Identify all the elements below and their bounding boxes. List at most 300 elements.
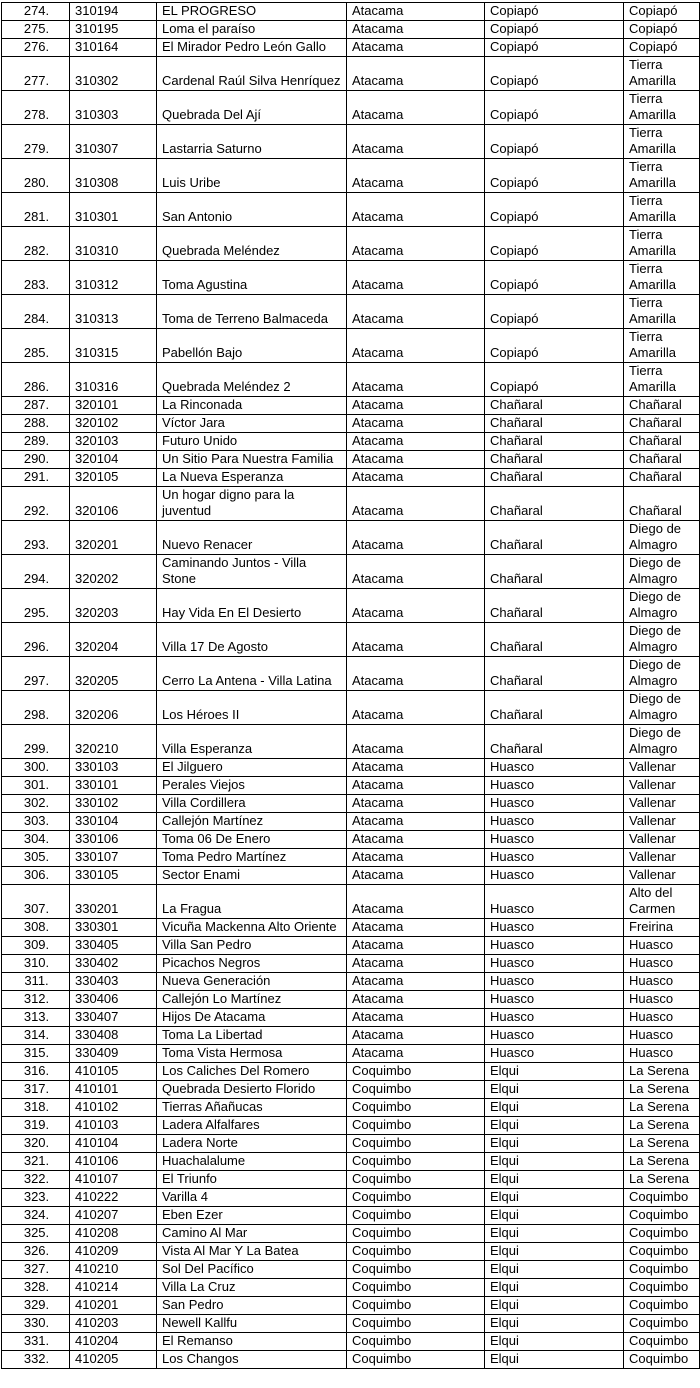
- cell-name: Toma Vista Hermosa: [157, 1045, 347, 1063]
- cell-name: La Nueva Esperanza: [157, 469, 347, 487]
- cell-commune: Tierra Amarilla: [624, 329, 700, 363]
- cell-region: Atacama: [347, 955, 485, 973]
- cell-row-number: 313.: [2, 1009, 70, 1027]
- cell-province: Elqui: [485, 1081, 624, 1099]
- cell-code: 410107: [70, 1171, 157, 1189]
- cell-region: Atacama: [347, 691, 485, 725]
- cell-region: Atacama: [347, 831, 485, 849]
- cell-name: San Antonio: [157, 193, 347, 227]
- table-row: [2, 227, 700, 261]
- cell-name: Cardenal Raúl Silva Henríquez: [157, 57, 347, 91]
- cell-name: Ladera Alfalfares: [157, 1117, 347, 1135]
- table-row: [2, 1315, 700, 1333]
- table-row: [2, 1225, 700, 1243]
- table-row: [2, 451, 700, 469]
- cell-code: 330201: [70, 885, 157, 919]
- cell-commune: Huasco: [624, 1045, 700, 1063]
- cell-province: Huasco: [485, 1027, 624, 1045]
- cell-commune: La Serena: [624, 1171, 700, 1189]
- cell-row-number: 331.: [2, 1333, 70, 1351]
- table-row: [2, 57, 700, 91]
- cell-code: 310194: [70, 3, 157, 21]
- cell-row-number: 323.: [2, 1189, 70, 1207]
- cell-name: Vista Al Mar Y La Batea: [157, 1243, 347, 1261]
- cell-region: Atacama: [347, 125, 485, 159]
- cell-code: 320101: [70, 397, 157, 415]
- cell-region: Coquimbo: [347, 1153, 485, 1171]
- cell-name: Un Sitio Para Nuestra Familia: [157, 451, 347, 469]
- table-row: [2, 919, 700, 937]
- cell-row-number: 283.: [2, 261, 70, 295]
- cell-name: Toma Agustina: [157, 261, 347, 295]
- cell-province: Huasco: [485, 937, 624, 955]
- cell-region: Atacama: [347, 21, 485, 39]
- cell-commune: Tierra Amarilla: [624, 125, 700, 159]
- cell-commune: Coquimbo: [624, 1333, 700, 1351]
- cell-row-number: 310.: [2, 955, 70, 973]
- cell-row-number: 275.: [2, 21, 70, 39]
- cell-name: Loma el paraíso: [157, 21, 347, 39]
- table-row: [2, 1027, 700, 1045]
- cell-row-number: 314.: [2, 1027, 70, 1045]
- cell-commune: Huasco: [624, 973, 700, 991]
- cell-code: 330105: [70, 867, 157, 885]
- cell-region: Atacama: [347, 397, 485, 415]
- cell-name: Varilla 4: [157, 1189, 347, 1207]
- cell-province: Copiapó: [485, 159, 624, 193]
- cell-region: Coquimbo: [347, 1261, 485, 1279]
- cell-code: 410101: [70, 1081, 157, 1099]
- cell-code: 310312: [70, 261, 157, 295]
- cell-province: Huasco: [485, 973, 624, 991]
- table-row: [2, 329, 700, 363]
- table-row: [2, 125, 700, 159]
- cell-name: Los Changos: [157, 1351, 347, 1369]
- cell-commune: Chañaral: [624, 415, 700, 433]
- cell-row-number: 298.: [2, 691, 70, 725]
- cell-region: Atacama: [347, 777, 485, 795]
- cell-code: 410222: [70, 1189, 157, 1207]
- cell-province: Elqui: [485, 1117, 624, 1135]
- cell-name: Nueva Generación: [157, 973, 347, 991]
- cell-province: Huasco: [485, 813, 624, 831]
- cell-commune: Diego de Almagro: [624, 657, 700, 691]
- settlements-table: [1, 2, 700, 1369]
- cell-name: Futuro Unido: [157, 433, 347, 451]
- cell-commune: Copiapó: [624, 21, 700, 39]
- cell-region: Atacama: [347, 193, 485, 227]
- cell-row-number: 297.: [2, 657, 70, 691]
- cell-code: 410103: [70, 1117, 157, 1135]
- cell-name: Toma de Terreno Balmaceda: [157, 295, 347, 329]
- cell-row-number: 299.: [2, 725, 70, 759]
- cell-name: Camino Al Mar: [157, 1225, 347, 1243]
- cell-row-number: 279.: [2, 125, 70, 159]
- table-row: [2, 1243, 700, 1261]
- cell-region: Atacama: [347, 227, 485, 261]
- cell-region: Atacama: [347, 39, 485, 57]
- cell-name: Villa Esperanza: [157, 725, 347, 759]
- cell-commune: Tierra Amarilla: [624, 193, 700, 227]
- table-row: [2, 1207, 700, 1225]
- cell-row-number: 300.: [2, 759, 70, 777]
- cell-region: Atacama: [347, 451, 485, 469]
- cell-code: 330403: [70, 973, 157, 991]
- table-row: [2, 21, 700, 39]
- cell-code: 330408: [70, 1027, 157, 1045]
- cell-province: Copiapó: [485, 21, 624, 39]
- cell-commune: Alto del Carmen: [624, 885, 700, 919]
- cell-code: 410205: [70, 1351, 157, 1369]
- cell-row-number: 302.: [2, 795, 70, 813]
- cell-region: Atacama: [347, 3, 485, 21]
- cell-region: Atacama: [347, 623, 485, 657]
- table-row: [2, 469, 700, 487]
- cell-province: Elqui: [485, 1315, 624, 1333]
- cell-code: 410203: [70, 1315, 157, 1333]
- cell-code: 330301: [70, 919, 157, 937]
- cell-province: Chañaral: [485, 469, 624, 487]
- cell-region: Atacama: [347, 57, 485, 91]
- cell-row-number: 282.: [2, 227, 70, 261]
- cell-code: 320105: [70, 469, 157, 487]
- cell-name: San Pedro: [157, 1297, 347, 1315]
- cell-name: Callejón Lo Martínez: [157, 991, 347, 1009]
- cell-row-number: 280.: [2, 159, 70, 193]
- cell-code: 330406: [70, 991, 157, 1009]
- table-row: [2, 777, 700, 795]
- cell-province: Copiapó: [485, 227, 624, 261]
- cell-region: Atacama: [347, 433, 485, 451]
- cell-province: Elqui: [485, 1207, 624, 1225]
- cell-region: Atacama: [347, 795, 485, 813]
- cell-code: 310310: [70, 227, 157, 261]
- cell-commune: La Serena: [624, 1153, 700, 1171]
- table-row: [2, 363, 700, 397]
- cell-commune: Huasco: [624, 955, 700, 973]
- table-row: [2, 849, 700, 867]
- cell-row-number: 290.: [2, 451, 70, 469]
- cell-row-number: 322.: [2, 1171, 70, 1189]
- cell-province: Elqui: [485, 1063, 624, 1081]
- cell-code: 320103: [70, 433, 157, 451]
- cell-name: La Fragua: [157, 885, 347, 919]
- table-row: [2, 813, 700, 831]
- cell-commune: Huasco: [624, 991, 700, 1009]
- cell-name: El Triunfo: [157, 1171, 347, 1189]
- cell-region: Atacama: [347, 1009, 485, 1027]
- cell-row-number: 325.: [2, 1225, 70, 1243]
- cell-row-number: 317.: [2, 1081, 70, 1099]
- cell-province: Elqui: [485, 1171, 624, 1189]
- cell-code: 320202: [70, 555, 157, 589]
- cell-code: 320203: [70, 589, 157, 623]
- cell-region: Atacama: [347, 657, 485, 691]
- cell-province: Chañaral: [485, 397, 624, 415]
- cell-code: 310195: [70, 21, 157, 39]
- cell-commune: Chañaral: [624, 451, 700, 469]
- cell-region: Coquimbo: [347, 1171, 485, 1189]
- cell-code: 320104: [70, 451, 157, 469]
- cell-province: Copiapó: [485, 193, 624, 227]
- cell-name: Eben Ezer: [157, 1207, 347, 1225]
- cell-province: Copiapó: [485, 57, 624, 91]
- cell-name: Víctor Jara: [157, 415, 347, 433]
- cell-province: Chañaral: [485, 521, 624, 555]
- cell-region: Atacama: [347, 329, 485, 363]
- cell-code: 410104: [70, 1135, 157, 1153]
- cell-row-number: 316.: [2, 1063, 70, 1081]
- cell-row-number: 291.: [2, 469, 70, 487]
- cell-commune: Diego de Almagro: [624, 555, 700, 589]
- cell-code: 410106: [70, 1153, 157, 1171]
- cell-name: El Remanso: [157, 1333, 347, 1351]
- cell-commune: Huasco: [624, 1027, 700, 1045]
- cell-province: Copiapó: [485, 125, 624, 159]
- cell-name: Pabellón Bajo: [157, 329, 347, 363]
- cell-region: Coquimbo: [347, 1225, 485, 1243]
- cell-name: Villa Cordillera: [157, 795, 347, 813]
- cell-commune: Tierra Amarilla: [624, 261, 700, 295]
- cell-code: 320102: [70, 415, 157, 433]
- cell-region: Atacama: [347, 487, 485, 521]
- cell-region: Coquimbo: [347, 1279, 485, 1297]
- cell-code: 410201: [70, 1297, 157, 1315]
- cell-code: 410210: [70, 1261, 157, 1279]
- cell-code: 330407: [70, 1009, 157, 1027]
- table-row: [2, 1189, 700, 1207]
- cell-commune: Vallenar: [624, 777, 700, 795]
- cell-commune: Tierra Amarilla: [624, 91, 700, 125]
- cell-province: Huasco: [485, 1009, 624, 1027]
- cell-commune: Freirina: [624, 919, 700, 937]
- cell-name: Sector Enami: [157, 867, 347, 885]
- table-row: [2, 937, 700, 955]
- cell-row-number: 287.: [2, 397, 70, 415]
- cell-commune: Vallenar: [624, 867, 700, 885]
- cell-province: Elqui: [485, 1297, 624, 1315]
- cell-region: Atacama: [347, 1027, 485, 1045]
- table-row: [2, 1135, 700, 1153]
- cell-province: Elqui: [485, 1135, 624, 1153]
- cell-row-number: 324.: [2, 1207, 70, 1225]
- cell-commune: Diego de Almagro: [624, 521, 700, 555]
- cell-region: Coquimbo: [347, 1063, 485, 1081]
- cell-commune: Diego de Almagro: [624, 691, 700, 725]
- cell-region: Atacama: [347, 521, 485, 555]
- cell-code: 310303: [70, 91, 157, 125]
- cell-province: Elqui: [485, 1351, 624, 1369]
- cell-region: Atacama: [347, 813, 485, 831]
- cell-code: 410207: [70, 1207, 157, 1225]
- cell-name: Newell Kallfu: [157, 1315, 347, 1333]
- cell-row-number: 315.: [2, 1045, 70, 1063]
- cell-province: Chañaral: [485, 487, 624, 521]
- cell-name: El Jilguero: [157, 759, 347, 777]
- cell-row-number: 286.: [2, 363, 70, 397]
- cell-code: 310308: [70, 159, 157, 193]
- table-row: [2, 759, 700, 777]
- cell-province: Chañaral: [485, 725, 624, 759]
- cell-commune: La Serena: [624, 1117, 700, 1135]
- cell-commune: Diego de Almagro: [624, 725, 700, 759]
- cell-region: Atacama: [347, 159, 485, 193]
- cell-row-number: 304.: [2, 831, 70, 849]
- table-row: [2, 1099, 700, 1117]
- cell-row-number: 303.: [2, 813, 70, 831]
- cell-row-number: 318.: [2, 1099, 70, 1117]
- cell-code: 410105: [70, 1063, 157, 1081]
- table-row: [2, 867, 700, 885]
- cell-commune: Vallenar: [624, 813, 700, 831]
- cell-name: El Mirador Pedro León Gallo: [157, 39, 347, 57]
- cell-code: 330402: [70, 955, 157, 973]
- cell-row-number: 288.: [2, 415, 70, 433]
- cell-province: Elqui: [485, 1261, 624, 1279]
- cell-region: Coquimbo: [347, 1117, 485, 1135]
- cell-row-number: 321.: [2, 1153, 70, 1171]
- cell-region: Coquimbo: [347, 1243, 485, 1261]
- cell-province: Copiapó: [485, 261, 624, 295]
- table-row: [2, 991, 700, 1009]
- cell-code: 330103: [70, 759, 157, 777]
- cell-row-number: 293.: [2, 521, 70, 555]
- cell-region: Coquimbo: [347, 1351, 485, 1369]
- cell-row-number: 332.: [2, 1351, 70, 1369]
- cell-region: Atacama: [347, 555, 485, 589]
- table-row: [2, 295, 700, 329]
- cell-row-number: 295.: [2, 589, 70, 623]
- table-row: [2, 1333, 700, 1351]
- cell-name: Un hogar digno para la juventud: [157, 487, 347, 521]
- cell-region: Coquimbo: [347, 1189, 485, 1207]
- cell-name: Vicuña Mackenna Alto Oriente: [157, 919, 347, 937]
- cell-row-number: 329.: [2, 1297, 70, 1315]
- table-row: [2, 1351, 700, 1369]
- cell-region: Atacama: [347, 295, 485, 329]
- cell-name: Caminando Juntos - Villa Stone: [157, 555, 347, 589]
- cell-province: Copiapó: [485, 295, 624, 329]
- table-row: [2, 1297, 700, 1315]
- cell-commune: Coquimbo: [624, 1243, 700, 1261]
- cell-commune: Vallenar: [624, 831, 700, 849]
- cell-province: Elqui: [485, 1189, 624, 1207]
- cell-row-number: 320.: [2, 1135, 70, 1153]
- cell-region: Coquimbo: [347, 1297, 485, 1315]
- cell-province: Elqui: [485, 1153, 624, 1171]
- cell-commune: Huasco: [624, 937, 700, 955]
- cell-row-number: 277.: [2, 57, 70, 91]
- cell-name: Hay Vida En El Desierto: [157, 589, 347, 623]
- cell-region: Coquimbo: [347, 1315, 485, 1333]
- cell-region: Atacama: [347, 973, 485, 991]
- cell-name: Perales Viejos: [157, 777, 347, 795]
- cell-commune: Huasco: [624, 1009, 700, 1027]
- table-row: [2, 623, 700, 657]
- cell-province: Huasco: [485, 991, 624, 1009]
- cell-code: 330405: [70, 937, 157, 955]
- cell-code: 330101: [70, 777, 157, 795]
- cell-row-number: 311.: [2, 973, 70, 991]
- cell-commune: Tierra Amarilla: [624, 159, 700, 193]
- cell-row-number: 328.: [2, 1279, 70, 1297]
- cell-row-number: 278.: [2, 91, 70, 125]
- cell-province: Huasco: [485, 1045, 624, 1063]
- cell-province: Copiapó: [485, 91, 624, 125]
- cell-row-number: 319.: [2, 1117, 70, 1135]
- cell-code: 330102: [70, 795, 157, 813]
- table-row: [2, 91, 700, 125]
- table-row: [2, 1261, 700, 1279]
- cell-commune: Chañaral: [624, 397, 700, 415]
- table-row: [2, 193, 700, 227]
- table-row: [2, 1009, 700, 1027]
- table-row: [2, 433, 700, 451]
- cell-commune: Copiapó: [624, 39, 700, 57]
- cell-row-number: 308.: [2, 919, 70, 937]
- cell-name: La Rinconada: [157, 397, 347, 415]
- cell-region: Atacama: [347, 469, 485, 487]
- cell-code: 320106: [70, 487, 157, 521]
- cell-name: Los Caliches Del Romero: [157, 1063, 347, 1081]
- cell-row-number: 292.: [2, 487, 70, 521]
- cell-row-number: 294.: [2, 555, 70, 589]
- cell-row-number: 301.: [2, 777, 70, 795]
- cell-code: 320204: [70, 623, 157, 657]
- table-row: [2, 1063, 700, 1081]
- cell-province: Chañaral: [485, 555, 624, 589]
- cell-row-number: 274.: [2, 3, 70, 21]
- table-row: [2, 555, 700, 589]
- cell-code: 330409: [70, 1045, 157, 1063]
- table-row: [2, 487, 700, 521]
- table-row: [2, 691, 700, 725]
- cell-region: Atacama: [347, 867, 485, 885]
- table-row: [2, 885, 700, 919]
- cell-name: Nuevo Renacer: [157, 521, 347, 555]
- cell-province: Copiapó: [485, 3, 624, 21]
- cell-name: Toma 06 De Enero: [157, 831, 347, 849]
- cell-commune: Tierra Amarilla: [624, 57, 700, 91]
- cell-name: Tierras Añañucas: [157, 1099, 347, 1117]
- cell-row-number: 305.: [2, 849, 70, 867]
- table-row: [2, 589, 700, 623]
- cell-name: EL PROGRESO: [157, 3, 347, 21]
- cell-code: 410214: [70, 1279, 157, 1297]
- cell-name: Picachos Negros: [157, 955, 347, 973]
- cell-code: 320210: [70, 725, 157, 759]
- cell-name: Toma La Libertad: [157, 1027, 347, 1045]
- cell-region: Coquimbo: [347, 1099, 485, 1117]
- settlements-table-body: [2, 3, 700, 1369]
- cell-province: Huasco: [485, 795, 624, 813]
- table-row: [2, 415, 700, 433]
- cell-province: Chañaral: [485, 691, 624, 725]
- cell-province: Huasco: [485, 955, 624, 973]
- table-row: [2, 795, 700, 813]
- cell-row-number: 281.: [2, 193, 70, 227]
- cell-region: Atacama: [347, 363, 485, 397]
- cell-row-number: 285.: [2, 329, 70, 363]
- cell-code: 310313: [70, 295, 157, 329]
- table-row: [2, 1081, 700, 1099]
- cell-commune: Chañaral: [624, 433, 700, 451]
- cell-name: Hijos De Atacama: [157, 1009, 347, 1027]
- cell-name: Lastarria Saturno: [157, 125, 347, 159]
- table-row: [2, 3, 700, 21]
- cell-province: Elqui: [485, 1225, 624, 1243]
- cell-row-number: 289.: [2, 433, 70, 451]
